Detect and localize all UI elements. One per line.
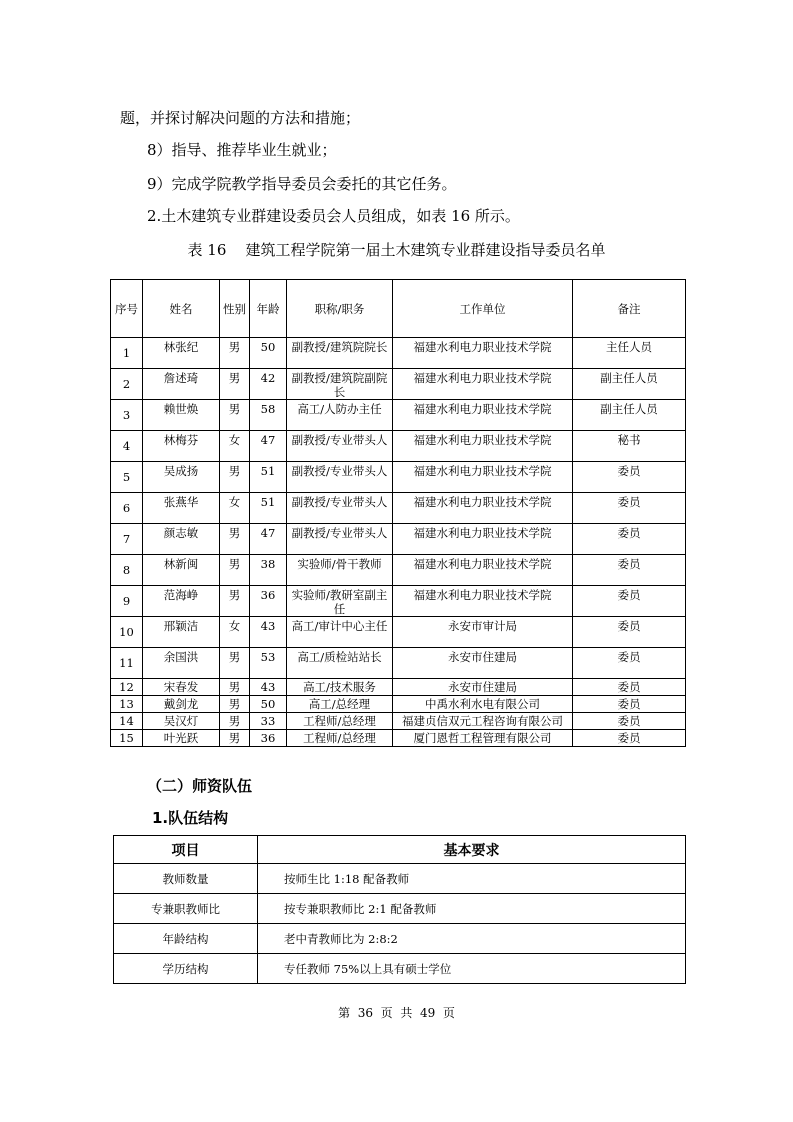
- age-cell: 38: [250, 555, 287, 586]
- remark-cell: 委员: [573, 462, 686, 493]
- table-row: [114, 954, 686, 984]
- row-number-cell: 2: [111, 369, 143, 400]
- age-cell: 51: [250, 462, 287, 493]
- header-cell: 性别: [220, 280, 250, 338]
- row-number-cell: 15: [111, 730, 143, 747]
- workplace-cell: 福建水利电力职业技术学院: [393, 586, 573, 617]
- position-cell: 工程师/总经理: [287, 730, 393, 747]
- header-cell: 备注: [573, 280, 686, 338]
- workplace-cell: 福建贞信双元工程咨询有限公司: [393, 713, 573, 730]
- gender-cell: 男: [220, 400, 250, 431]
- age-cell: 51: [250, 493, 287, 524]
- remark-cell: 委员: [573, 679, 686, 696]
- faculty-structure-table: [113, 835, 686, 984]
- workplace-cell: 福建水利电力职业技术学院: [393, 400, 573, 431]
- row-number-cell: 13: [111, 696, 143, 713]
- name-cell: 邢颖洁: [143, 617, 220, 648]
- row-number-cell: 8: [111, 555, 143, 586]
- position-cell: 高工/人防办主任: [287, 400, 393, 431]
- remark-cell: 委员: [573, 696, 686, 713]
- table-row: [111, 730, 686, 747]
- header-cell: 项目: [114, 836, 258, 864]
- workplace-cell: 福建水利电力职业技术学院: [393, 431, 573, 462]
- requirement-cell: 老中青教师比为 2:8:2: [258, 924, 686, 954]
- remark-cell: 委员: [573, 648, 686, 679]
- header-cell: 年龄: [250, 280, 287, 338]
- position-cell: 实验师/骨干教师: [287, 555, 393, 586]
- workplace-cell: 永安市住建局: [393, 679, 573, 696]
- workplace-cell: 中禹水利水电有限公司: [393, 696, 573, 713]
- workplace-cell: 福建水利电力职业技术学院: [393, 462, 573, 493]
- name-cell: 余国洪: [143, 648, 220, 679]
- item-cell: 教师数量: [114, 864, 258, 894]
- age-cell: 33: [250, 713, 287, 730]
- gender-cell: 男: [220, 524, 250, 555]
- workplace-cell: 福建水利电力职业技术学院: [393, 524, 573, 555]
- item-cell: 年龄结构: [114, 924, 258, 954]
- row-number-cell: 5: [111, 462, 143, 493]
- age-cell: 50: [250, 696, 287, 713]
- position-cell: 副教授/建筑院院长: [287, 338, 393, 369]
- workplace-cell: 福建水利电力职业技术学院: [393, 338, 573, 369]
- table-16-caption: 表 16 建筑工程学院第一届土木建筑专业群建设指导委员名单: [187, 241, 606, 259]
- position-cell: 副教授/专业带头人: [287, 524, 393, 555]
- age-cell: 50: [250, 338, 287, 369]
- age-cell: 53: [250, 648, 287, 679]
- position-cell: 副教授/建筑院副院长: [287, 369, 393, 400]
- requirement-cell: 按师生比 1:18 配备教师: [258, 864, 686, 894]
- table-row: [111, 493, 686, 524]
- table-row: [114, 924, 686, 954]
- gender-cell: 男: [220, 586, 250, 617]
- table-row: [111, 696, 686, 713]
- gender-cell: 男: [220, 713, 250, 730]
- position-cell: 工程师/总经理: [287, 713, 393, 730]
- workplace-cell: 永安市审计局: [393, 617, 573, 648]
- position-cell: 副教授/专业带头人: [287, 493, 393, 524]
- table-row: [111, 338, 686, 369]
- name-cell: 赖世焕: [143, 400, 220, 431]
- name-cell: 林新闽: [143, 555, 220, 586]
- section-heading-structure: 1.队伍结构: [152, 809, 229, 827]
- row-number-cell: 9: [111, 586, 143, 617]
- row-number-cell: 4: [111, 431, 143, 462]
- table-row: [114, 894, 686, 924]
- row-number-cell: 3: [111, 400, 143, 431]
- row-number-cell: 10: [111, 617, 143, 648]
- position-cell: 高工/质检站站长: [287, 648, 393, 679]
- row-number-cell: 7: [111, 524, 143, 555]
- gender-cell: 女: [220, 493, 250, 524]
- row-number-cell: 12: [111, 679, 143, 696]
- name-cell: 范海峥: [143, 586, 220, 617]
- remark-cell: 委员: [573, 713, 686, 730]
- row-number-cell: 1: [111, 338, 143, 369]
- requirement-cell: 按专兼职教师比 2:1 配备教师: [258, 894, 686, 924]
- gender-cell: 男: [220, 462, 250, 493]
- remark-cell: 主任人员: [573, 338, 686, 369]
- name-cell: 吴成扬: [143, 462, 220, 493]
- workplace-cell: 永安市住建局: [393, 648, 573, 679]
- section-heading-faculty: （二）师资队伍: [147, 777, 253, 795]
- gender-cell: 男: [220, 730, 250, 747]
- remark-cell: 委员: [573, 730, 686, 747]
- gender-cell: 男: [220, 648, 250, 679]
- gender-cell: 男: [220, 696, 250, 713]
- requirement-cell: 专任教师 75%以上具有硕士学位: [258, 954, 686, 984]
- remark-cell: 委员: [573, 586, 686, 617]
- position-cell: 实验师/教研室副主任: [287, 586, 393, 617]
- name-cell: 张燕华: [143, 493, 220, 524]
- table-row: [111, 586, 686, 617]
- header-cell: 工作单位: [393, 280, 573, 338]
- table-row: [111, 555, 686, 586]
- position-cell: 高工/审计中心主任: [287, 617, 393, 648]
- position-cell: 副教授/专业带头人: [287, 462, 393, 493]
- workplace-cell: 厦门恩哲工程管理有限公司: [393, 730, 573, 747]
- gender-cell: 男: [220, 338, 250, 369]
- gender-cell: 男: [220, 555, 250, 586]
- age-cell: 36: [250, 586, 287, 617]
- name-cell: 林梅芬: [143, 431, 220, 462]
- gender-cell: 女: [220, 617, 250, 648]
- age-cell: 43: [250, 679, 287, 696]
- remark-cell: 委员: [573, 493, 686, 524]
- list-item-9: 9）完成学院教学指导委员会委托的其它任务。: [147, 175, 457, 193]
- position-cell: 副教授/专业带头人: [287, 431, 393, 462]
- header-cell: 基本要求: [258, 836, 686, 864]
- name-cell: 林张纪: [143, 338, 220, 369]
- workplace-cell: 福建水利电力职业技术学院: [393, 555, 573, 586]
- table-header-row: [114, 836, 686, 864]
- name-cell: 詹述琦: [143, 369, 220, 400]
- name-cell: 叶光跃: [143, 730, 220, 747]
- age-cell: 47: [250, 524, 287, 555]
- remark-cell: 副主任人员: [573, 369, 686, 400]
- position-cell: 高工/总经理: [287, 696, 393, 713]
- table-row: [111, 400, 686, 431]
- table-row: [111, 462, 686, 493]
- page-footer: 第 36 页 共 49 页: [338, 1006, 455, 1020]
- name-cell: 颜志敏: [143, 524, 220, 555]
- table-row: [111, 713, 686, 730]
- table-row: [111, 617, 686, 648]
- row-number-cell: 6: [111, 493, 143, 524]
- name-cell: 吴汉灯: [143, 713, 220, 730]
- gender-cell: 男: [220, 679, 250, 696]
- header-cell: 序号: [111, 280, 143, 338]
- age-cell: 47: [250, 431, 287, 462]
- name-cell: 戴剑龙: [143, 696, 220, 713]
- committee-members-table: [110, 279, 686, 747]
- remark-cell: 副主任人员: [573, 400, 686, 431]
- position-cell: 高工/技术服务: [287, 679, 393, 696]
- name-cell: 宋春发: [143, 679, 220, 696]
- age-cell: 43: [250, 617, 287, 648]
- gender-cell: 男: [220, 369, 250, 400]
- table-row: [111, 369, 686, 400]
- age-cell: 36: [250, 730, 287, 747]
- list-item-2-composition: 2.土木建筑专业群建设委员会人员组成，如表 16 所示。: [147, 207, 520, 225]
- remark-cell: 秘书: [573, 431, 686, 462]
- age-cell: 42: [250, 369, 287, 400]
- item-cell: 专兼职教师比: [114, 894, 258, 924]
- table-row: [114, 864, 686, 894]
- row-number-cell: 14: [111, 713, 143, 730]
- table-row: [111, 431, 686, 462]
- header-cell: 姓名: [143, 280, 220, 338]
- row-number-cell: 11: [111, 648, 143, 679]
- list-item-8: 8）指导、推荐毕业生就业；: [147, 141, 337, 159]
- intro-continuation: 题，并探讨解决问题的方法和措施；: [120, 109, 361, 127]
- table-row: [111, 679, 686, 696]
- workplace-cell: 福建水利电力职业技术学院: [393, 493, 573, 524]
- remark-cell: 委员: [573, 617, 686, 648]
- remark-cell: 委员: [573, 524, 686, 555]
- gender-cell: 女: [220, 431, 250, 462]
- table-row: [111, 524, 686, 555]
- workplace-cell: 福建水利电力职业技术学院: [393, 369, 573, 400]
- table-header-row: [111, 280, 686, 338]
- header-cell: 职称/职务: [287, 280, 393, 338]
- age-cell: 58: [250, 400, 287, 431]
- remark-cell: 委员: [573, 555, 686, 586]
- item-cell: 学历结构: [114, 954, 258, 984]
- table-row: [111, 648, 686, 679]
